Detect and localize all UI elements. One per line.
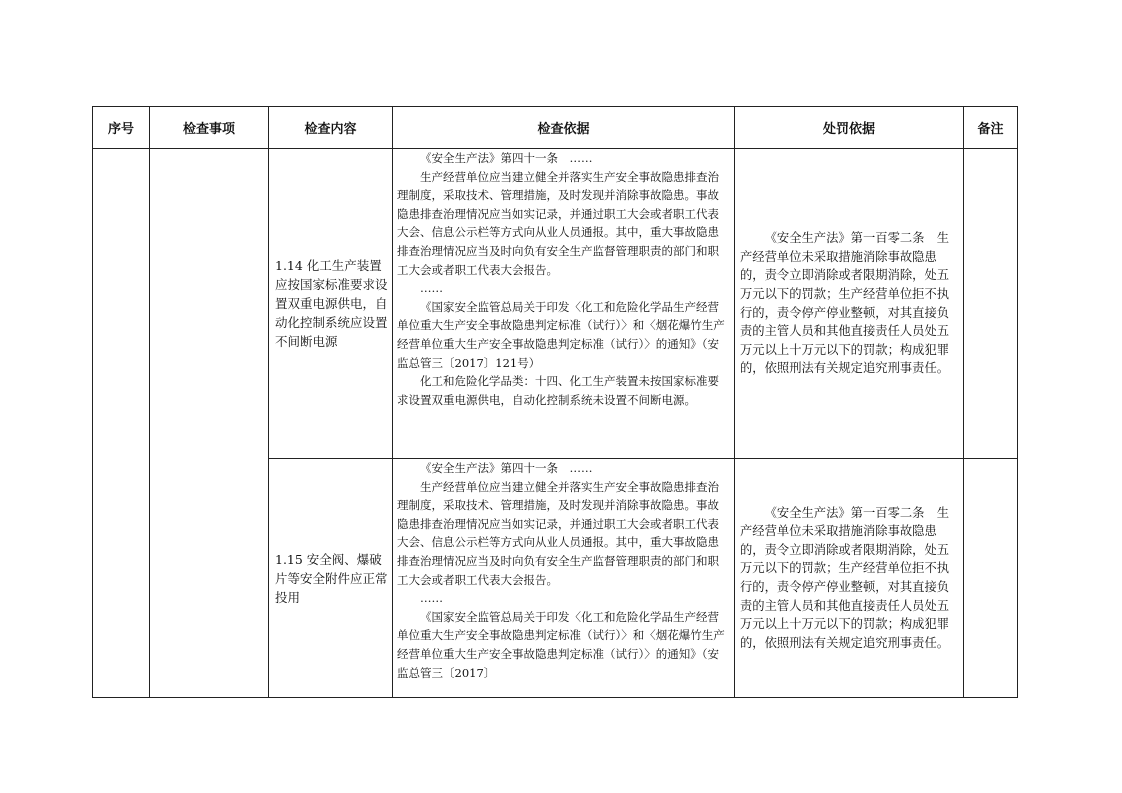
basis-paragraph: 化工和危险化学品类：十四、化工生产装置未按国家标准要求设置双重电源供电，自动化控制系统未设置不间断电源。 [397,374,719,407]
basis-paragraph: 《安全生产法》第四十一条 …… [420,151,593,165]
item-cell [150,149,269,698]
remarks-cell [964,149,1018,459]
table-row [93,149,1018,459]
basis-cell [393,459,735,698]
content-cell [269,149,393,459]
basis-paragraph: …… [420,281,443,296]
remarks-cell [964,459,1018,698]
basis-paragraph: 《安全生产法》第四十一条 …… [420,461,593,475]
header-basis: 检查依据 [393,107,735,149]
basis-cell [393,149,735,459]
header-row [93,107,1018,149]
basis-paragraph: …… [420,591,443,606]
header-remarks: 备注 [964,107,1018,149]
penalty-cell [735,459,964,698]
header-penalty: 处罚依据 [735,107,964,149]
basis-paragraph: 生产经营单位应当建立健全并落实生产安全事故隐患排查治理制度，采取技术、管理措施，及时发现并消除事故隐患。事故隐患排查治理情况应当如实记录，并通过职工大会或者职工代表大会、信息公示栏等方式向从业人员通报。其中，重大事故隐患排查治理情况应当及时向负有安全生产监督管理职责的部门和职工大会或者职工代表大会报告。 [397,169,719,277]
header-item: 检查事项 [150,107,269,149]
inspection-table [92,106,1018,698]
penalty-cell [735,149,964,459]
header-seq: 序号 [93,107,150,149]
penalty-text: 《安全生产法》第一百零二条 生产经营单位未采取措施消除事故隐患的，责令立即消除或者限期消除，处五万元以下的罚款；生产经营单位拒不执行的，责令停产停业整顿，对其直接负责的主管人员和其他直接责任人员处五万元以上十万元以下的罚款；构成犯罪的，依照刑法有关规定追究刑事责任。 [740,231,950,376]
seq-cell [93,149,150,698]
basis-paragraph: 《国家安全监管总局关于印发〈化工和危险化学品生产经营单位重大生产安全事故隐患判定标准（试行）〉和〈烟花爆竹生产经营单位重大生产安全事故隐患判定标准（试行）〉的通知》（安监总管三〔2017〕121号） [397,299,725,370]
header-content: 检查内容 [269,107,393,149]
content-cell [269,459,393,698]
content-text: 1.15 安全阀、爆破片等安全附件应正常投用 [275,551,388,605]
content-text: 1.14 化工生产装置应按国家标准要求设置双重电源供电，自动化控制系统应设置不间断电源 [275,258,388,349]
basis-paragraph: 生产经营单位应当建立健全并落实生产安全事故隐患排查治理制度，采取技术、管理措施，及时发现并消除事故隐患。事故隐患排查治理情况应当如实记录，并通过职工大会或者职工代表大会、信息公示栏等方式向从业人员通报。其中，重大事故隐患排查治理情况应当及时向负有安全生产监督管理职责的部门和职工大会或者职工代表大会报告。 [397,479,719,587]
penalty-text: 《安全生产法》第一百零二条 生产经营单位未采取措施消除事故隐患的，责令立即消除或者限期消除，处五万元以下的罚款；生产经营单位拒不执行的，责令停产停业整顿，对其直接负责的主管人员和其他直接责任人员处五万元以上十万元以下的罚款；构成犯罪的，依照刑法有关规定追究刑事责任。 [740,505,950,650]
basis-paragraph: 《国家安全监管总局关于印发〈化工和危险化学品生产经营单位重大生产安全事故隐患判定标准（试行）〉和〈烟花爆竹生产经营单位重大生产安全事故隐患判定标准（试行）〉的通知》（安监总管三〔2017〕 [397,609,725,680]
